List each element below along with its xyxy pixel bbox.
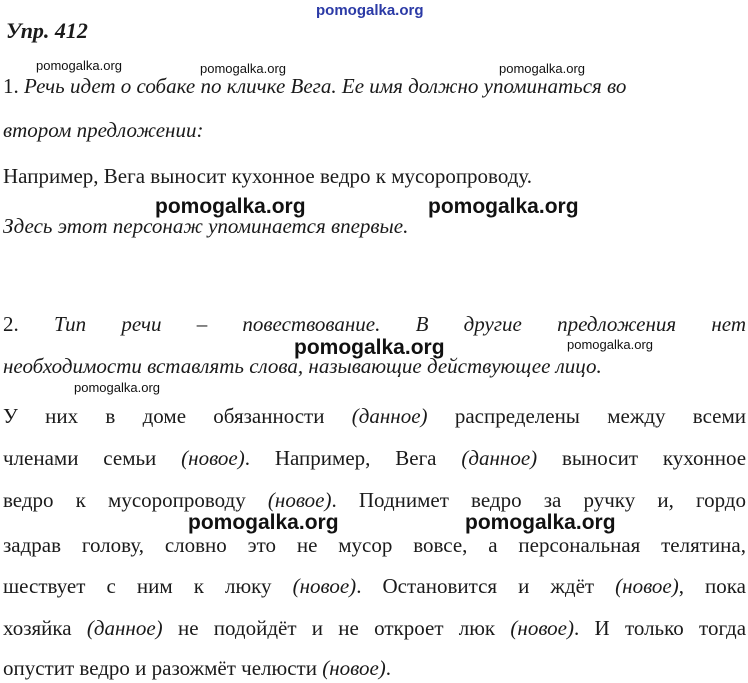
text-fragment: . Поднимет ведро за ручку и, гордо [331, 488, 746, 512]
text-line-3 [3, 486, 746, 514]
text-fragment: выносит кухонное [562, 446, 747, 470]
text-fragment: . И только тогда [574, 616, 747, 640]
exercise-title: Упр. 412 [6, 18, 88, 43]
watermark: pomogalka.org [74, 380, 160, 395]
watermark: pomogalka.org [499, 61, 585, 76]
section1-line2: втором предложении: [3, 118, 204, 142]
section1-task: Речь идет о собаке по кличке Вега. Ее имя должно упоминаться во [24, 74, 627, 98]
section2-line1 [3, 310, 746, 338]
text-line-2 [3, 444, 746, 472]
marker-new: (новое) [510, 616, 574, 640]
marker-new: (новое) [292, 574, 357, 598]
marker-new: (новое) [322, 656, 386, 680]
text-fragment: У них в доме обязанности [3, 404, 325, 428]
watermark: pomogalka.org [188, 511, 339, 534]
watermark-top: pomogalka.org [316, 2, 424, 19]
section1-number: 1. [3, 74, 19, 98]
marker-new: (новое) [181, 446, 245, 470]
marker-given: (данное) [351, 404, 428, 428]
text-fragment: , пока [678, 574, 747, 598]
section1-line1 [3, 72, 746, 100]
section2-line2: необходимости вставлять слова, называющие действующее лицо. [3, 354, 602, 378]
text-fragment: . Например, Вега [244, 446, 437, 470]
marker-new: (новое) [267, 488, 332, 512]
text-fragment: опустит ведро и разожмёт челюсти [3, 656, 317, 680]
text-fragment: членами семьи [3, 446, 157, 470]
section1-example: Например, Вега выносит кухонное ведро к мусоропроводу. [3, 164, 533, 188]
text-fragment: не подойдёт и не откроет люк [177, 616, 496, 640]
text-line-6 [3, 614, 746, 642]
text-fragment: . Остановится и ждёт [356, 574, 595, 598]
watermark: pomogalka.org [428, 195, 579, 218]
text-line-1 [3, 402, 746, 430]
watermark: pomogalka.org [294, 336, 445, 359]
text-fragment: шествует с ним к люку [3, 574, 272, 598]
text-line-5 [3, 572, 746, 600]
marker-new: (новое) [615, 574, 679, 598]
section2-number: 2. [3, 312, 19, 336]
text-line-7 [3, 654, 746, 682]
text-fragment: распределены между всеми [454, 404, 747, 428]
watermark: pomogalka.org [36, 58, 122, 73]
text-fragment: . [385, 656, 392, 680]
text-fragment: ведро к мусоропроводу [3, 488, 246, 512]
text-line-4: задрав голову, словно это не мусор вовсе, а персональная телятина, [3, 533, 746, 557]
watermark: pomogalka.org [155, 195, 306, 218]
section1-note: Здесь этот персонаж упоминается впервые. [3, 214, 409, 238]
marker-given: (данное) [86, 616, 163, 640]
text-fragment: хозяйка [3, 616, 72, 640]
watermark: pomogalka.org [465, 511, 616, 534]
watermark: pomogalka.org [567, 337, 653, 352]
watermark: pomogalka.org [200, 61, 286, 76]
section2-task: Тип речи – повествование. В другие предложения нет [53, 312, 746, 336]
marker-given: (данное) [461, 446, 538, 470]
